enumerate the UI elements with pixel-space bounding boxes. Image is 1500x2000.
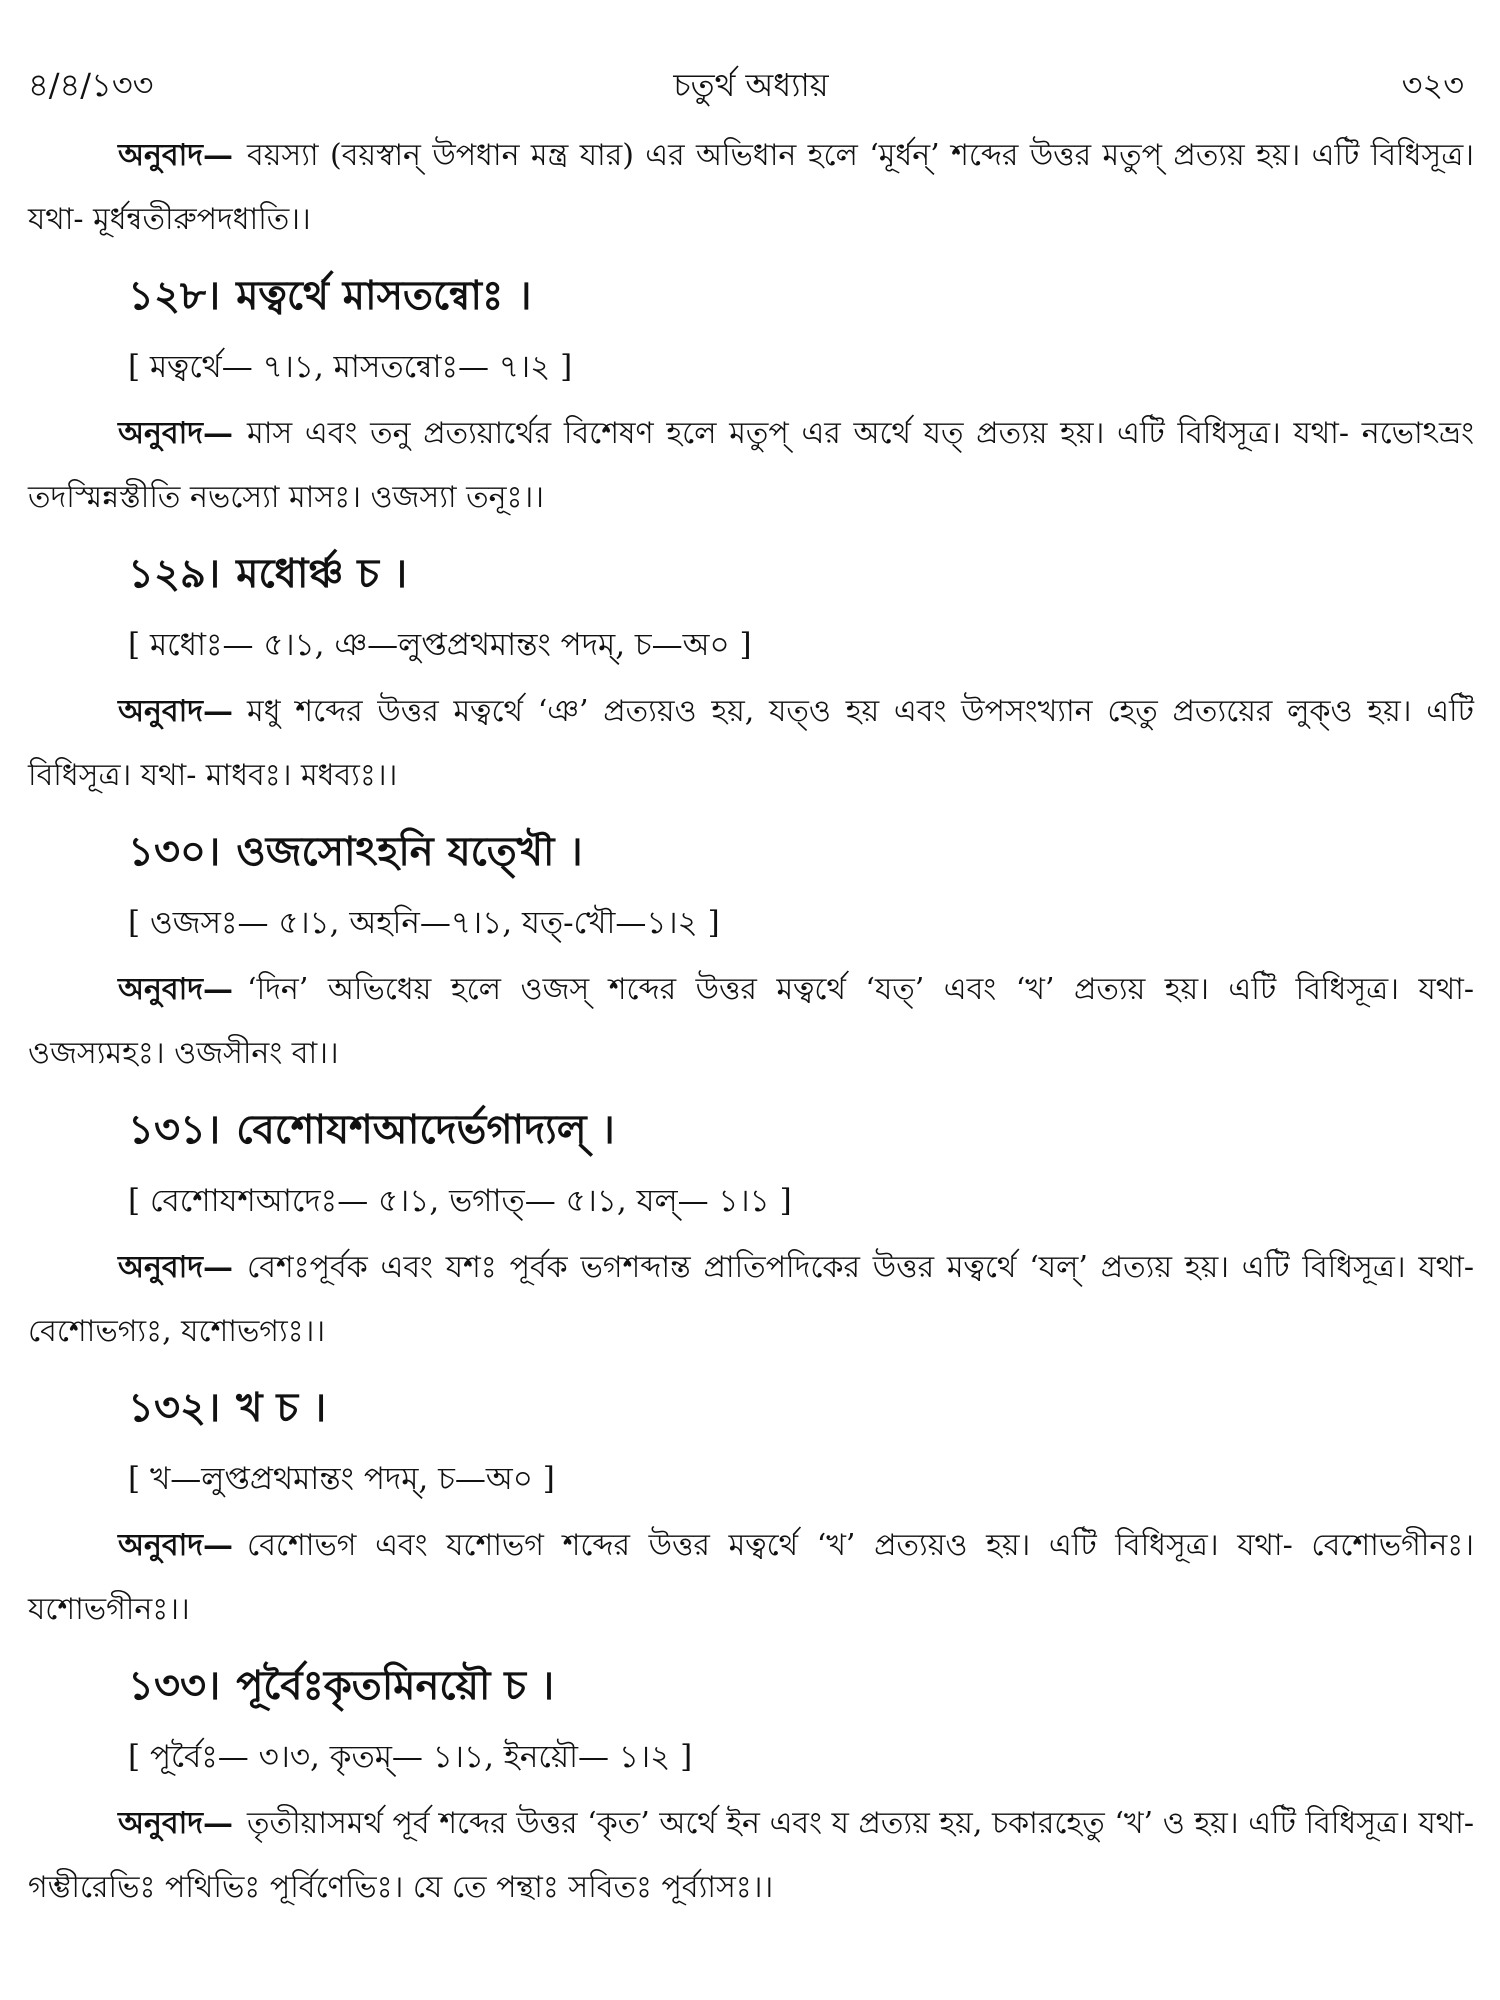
sutra-analysis: [ ওজসঃ— ৫।১, অহনি—৭।১, যত্-খৌ—১।২ ] [128,905,720,941]
sutra-number: ১২৯। [128,550,221,597]
sutra-heading [128,1094,1474,1166]
sutra-title: খ চ । [236,1384,327,1431]
translation-text: বেশোভগ এবং যশোভগ শব্দের উত্তর মত্বর্থে ‘খ’ প্রত্যয়ও হয়। এটি বিধিসূত্র। যথা- বেশোভগীনঃ। যশোভগীনঃ।। [28,1528,1474,1627]
sutra-translation [28,402,1474,530]
sutra-analysis: [ পূর্বৈঃ— ৩।৩, কৃতম্— ১।১, ইনয়ৌ— ১।২ ] [128,1739,693,1775]
sutra-section [28,1094,1474,1364]
header-page-number: ৩২৩ [1401,66,1464,104]
header-sutra-range: ৪/৪/১৩৩ [28,66,154,104]
translation-text: মধু শব্দের উত্তর মত্বর্থে ‘ঞ’ প্রত্যয়ও হয়, যত্ও হয় এবং উপসংখ্যান হেতু প্রত্যয়ের লুক্ও হয়। এটি বিধিসূত্র। যথা- মাধবঃ। মধব্যঃ।। [28,694,1474,793]
sutra-heading [128,816,1474,888]
sutra-heading [128,538,1474,610]
translation-text: ‘দিন’ অভিধেয় হলে ওজস্ শব্দের উত্তর মত্বর্থে ‘যত্’ এবং ‘খ’ প্রত্যয় হয়। এটি বিধিসূত্র। যথা- ওজস্যমহঃ। ওজসীনং বা।। [28,972,1474,1071]
sutra-title: পূর্বৈঃকৃতমিনয়ৌ চ । [236,1662,555,1709]
sutra-analysis: [ বেশোযশআদেঃ— ৫।১, ভগাত্— ৫।১, যল্— ১।১ ] [128,1183,792,1219]
sutra-heading [128,1650,1474,1722]
translation-label: অনুবাদ— [118,1250,234,1285]
sutra-section [28,538,1474,808]
sutra-translation [28,1792,1474,1920]
translation-label: অনুবাদ— [118,138,234,173]
translation-label: অনুবাদ— [118,694,234,729]
translation-text: তৃতীয়াসমর্থ পূর্ব শব্দের উত্তর ‘কৃত’ অর্থে ইন এবং য প্রত্যয় হয়, চকারহেতু ‘খ’ ও হয়। এটি বিধিসূত্র। যথা- গম্ভীরেভিঃ পথিভিঃ পূর্বিণেভিঃ। যে তে পন্থাঃ সবিতঃ পূর্ব্যাসঃ।। [28,1806,1474,1905]
sutra-translation [28,1236,1474,1364]
sutra-analysis: [ খ—লুপ্তপ্রথমান্তং পদম্, চ—অ০ ] [128,1461,555,1497]
sutra-section [28,1650,1474,1920]
translation-label: অনুবাদ— [118,416,234,451]
sutra-number: ১৩১। [128,1106,221,1153]
translation-label: অনুবাদ— [118,972,234,1007]
translation-text: বয়স্যা (বয়স্বান্ উপধান মন্ত্র যার) এর অভিধান হলে ‘মূর্ধন্’ শব্দের উত্তর মতুপ্ প্রত্যয় হয়। এটি বিধিসূত্র। যথা- মূর্ধন্বতীরুপদধাতি।। [28,138,1474,237]
sutra-section [28,816,1474,1086]
sutra-heading [128,1372,1474,1444]
running-header [28,60,1474,120]
intro-translation [28,124,1474,252]
translation-label: অনুবাদ— [118,1528,234,1563]
sutra-number: ১৩০। [128,828,221,875]
sutra-translation [28,958,1474,1086]
sutra-number: ১৩২। [128,1384,221,1431]
sutra-number: ১৩৩। [128,1662,221,1709]
sutra-heading [128,260,1474,332]
translation-text: বেশঃপূর্বক এবং যশঃ পূর্বক ভগশব্দান্ত প্রাতিপদিকের উত্তর মত্বর্থে ‘যল্’ প্রত্যয় হয়। এটি বিধিসূত্র। যথা- বেশোভগ্যঃ, যশোভগ্যঃ।। [28,1250,1474,1349]
sutra-title: মত্বর্থে মাসতন্বোঃ । [236,272,532,319]
header-chapter-title: চতুর্থ অধ্যায় [673,66,829,104]
sutra-title: ওজসোঽহনি যত্খৌ । [236,828,583,875]
sutra-translation [28,680,1474,808]
book-page [28,60,1474,1990]
sutra-number: ১২৮। [128,272,221,319]
sutra-section [28,1372,1474,1642]
sutra-translation [28,1514,1474,1642]
sutra-title: বেশোযশআদের্ভগাদ্যল্ । [236,1106,615,1153]
translation-label: অনুবাদ— [118,1806,234,1841]
sutra-section [28,260,1474,530]
sutra-title: মধোর্ঞ্চ চ । [236,550,408,597]
translation-text: মাস এবং তনু প্রত্যয়ার্থের বিশেষণ হলে মতুপ্ এর অর্থে যত্ প্রত্যয় হয়। এটি বিধিসূত্র। যথা- নভোঽভ্রং তদস্মিন্নস্তীতি নভস্যো মাসঃ। ওজস্যা তনূঃ।। [28,416,1474,515]
sutra-analysis: [ মধোঃ— ৫।১, ঞ—লুপ্তপ্রথমান্তং পদম্, চ—অ০ ] [128,627,752,663]
sutra-analysis: [ মত্বর্থে— ৭।১, মাসতন্বোঃ— ৭।২ ] [128,349,573,385]
